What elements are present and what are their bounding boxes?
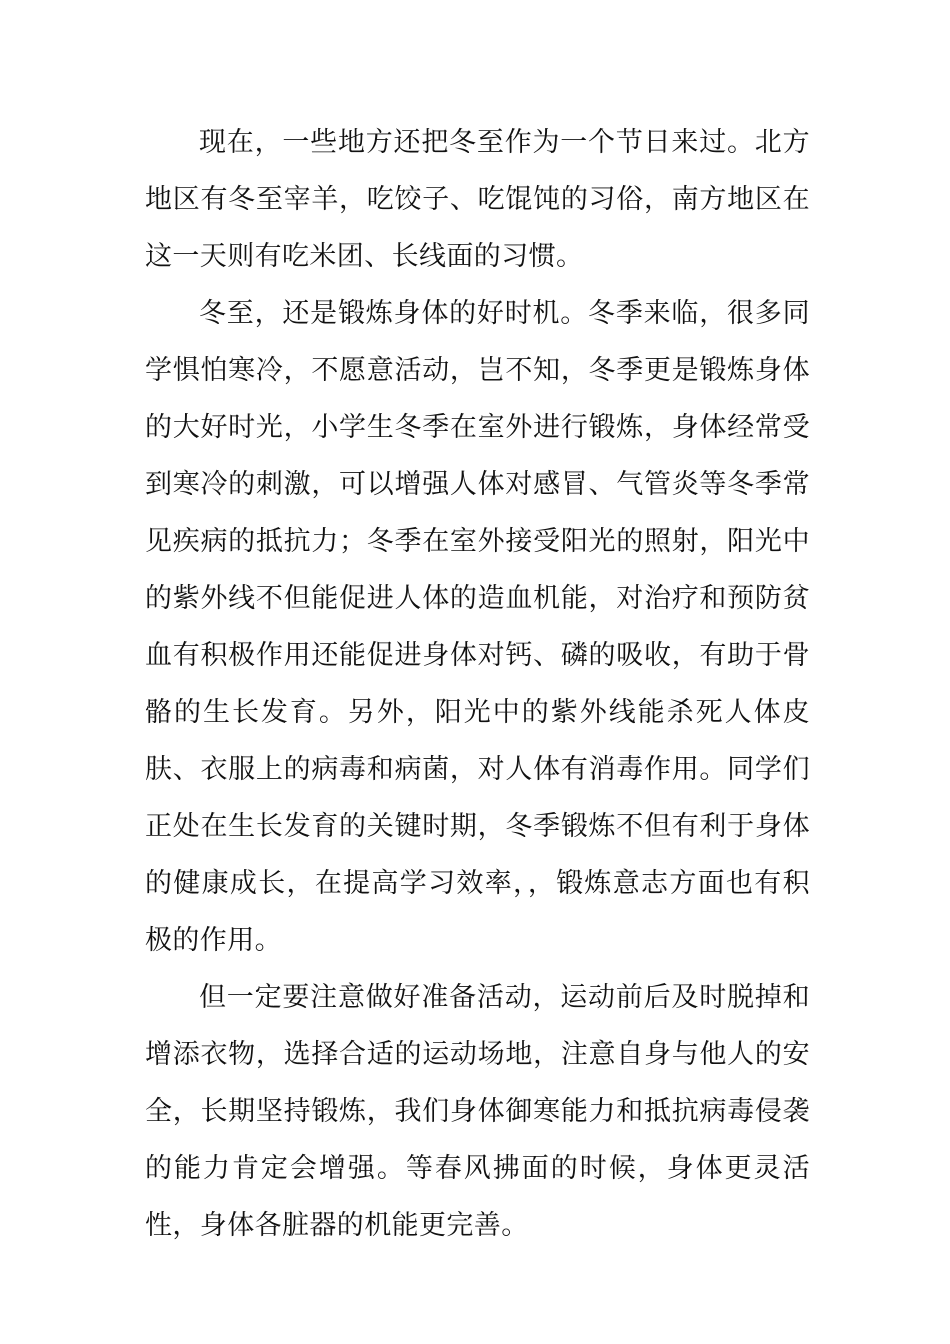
paragraph-winter-solstice-customs: 现在，一些地方还把冬至作为一个节日来过。北方地区有冬至宰羊，吃饺子、吃馄饨的习俗，南方地区在这一天则有吃米团、长线面的习惯。: [145, 127, 810, 272]
body-text: [145, 114, 810, 1254]
paragraph-exercise-precautions: 但一定要注意做好准备活动，运动前后及时脱掉和增添衣物，选择合适的运动场地，注意自身与他人的安全，长期坚持锻炼，我们身体御寒能力和抵抗病毒侵袭的能力肯定会增强。等春风拂面的时候，身体更灵活性，身体各脏器的机能更完善。: [145, 982, 810, 1241]
paragraph-winter-exercise-benefits: 冬至，还是锻炼身体的好时机。冬季来临，很多同学惧怕寒冷，不愿意活动，岂不知，冬季更是锻炼身体的大好时光，小学生冬季在室外进行锻炼，身体经常受到寒冷的刺激，可以增强人体对感冒、气管炎等冬季常见疾病的抵抗力；冬季在室外接受阳光的照射，阳光中的紫外线不但能促进人体的造血机能，对治疗和预防贫血有积极作用还能促进身体对钙、磷的吸收，有助于骨骼的生长发育。另外，阳光中的紫外线能杀死人体皮肤、衣服上的病毒和病菌，对人体有消毒作用。同学们正处在生长发育的关键时期，冬季锻炼不但有利于身体的健康成长，在提高学习效率，，锻炼意志方面也有积极的作用。: [145, 298, 810, 956]
